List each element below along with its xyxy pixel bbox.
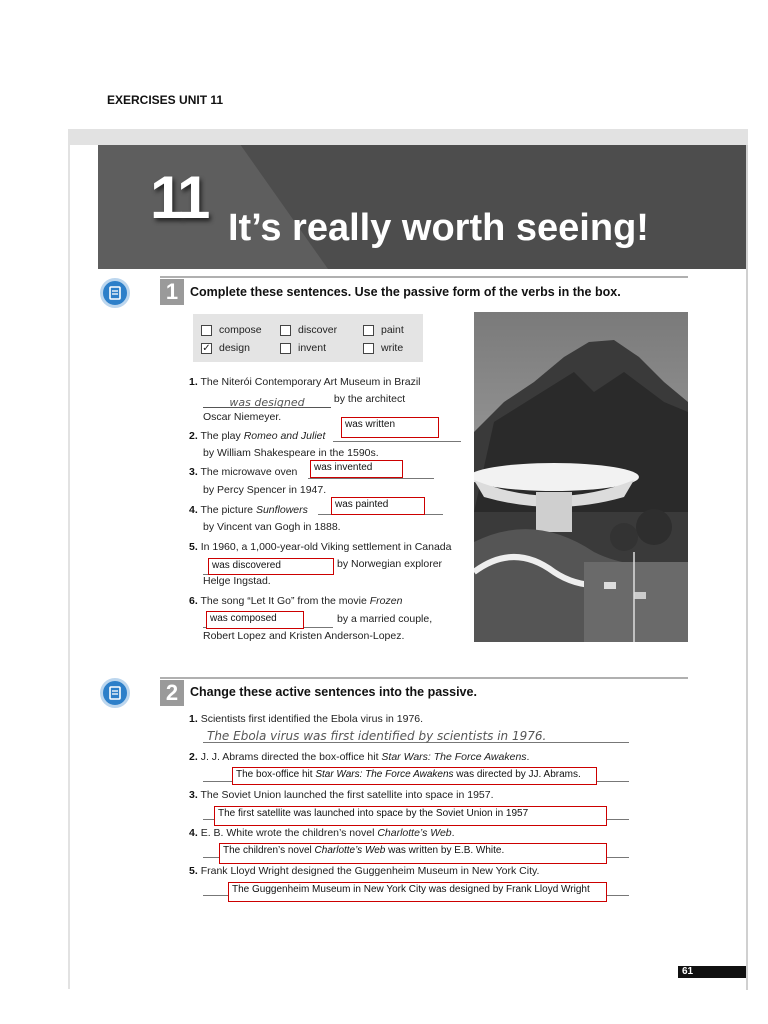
- checked-checkbox-icon: ✓: [202, 342, 211, 354]
- answer-field[interactable]: was invented: [310, 460, 403, 478]
- document-title: EXERCISES UNIT 11: [107, 93, 224, 107]
- question-6-line: by a married couple,: [337, 613, 433, 625]
- exercise-number: 2: [160, 680, 184, 706]
- word-box-item: compose: [201, 324, 262, 336]
- question-4: 4. E. B. White wrote the children’s novel Charlotte’s Web.: [189, 827, 455, 839]
- answer-field[interactable]: The children’s novel Charlotte’s Web was written by E.B. White.: [219, 843, 607, 864]
- word-box: [193, 314, 423, 362]
- question-6-continuation: Robert Lopez and Kristen Anderson-Lopez.: [203, 630, 405, 642]
- checkbox-icon: [363, 325, 374, 336]
- word-box-item: write: [363, 342, 403, 354]
- word-box-item: discover: [280, 324, 337, 336]
- answer-line: [333, 441, 461, 442]
- question-6: 6. The song “Let It Go” from the movie Frozen: [189, 595, 403, 607]
- question-2: 2. The play Romeo and Juliet: [189, 430, 326, 442]
- answer-field[interactable]: was composed: [206, 611, 304, 629]
- question-1-continuation: Oscar Niemeyer.: [203, 411, 282, 423]
- answer-field[interactable]: was written: [341, 417, 439, 438]
- book-icon: [100, 278, 130, 308]
- word-box-item: ✓ design: [202, 342, 250, 354]
- question-3: 3. The microwave oven: [189, 466, 298, 478]
- checkbox-icon: [280, 325, 291, 336]
- question-4-continuation: by Vincent van Gogh in 1888.: [203, 521, 341, 533]
- exercise-instruction: Change these active sentences into the passive.: [190, 685, 477, 699]
- word-box-item: paint: [363, 324, 404, 336]
- answer-field[interactable]: The box-office hit Star Wars: The Force Awakens was directed by JJ. Abrams.: [232, 767, 597, 785]
- answer-line: [308, 478, 434, 479]
- question-5: 5. In 1960, a 1,000-year-old Viking settlement in Canada: [189, 541, 452, 553]
- question-1-line: was designed by the architect: [203, 391, 405, 408]
- museum-photo: [474, 312, 688, 642]
- answer-field[interactable]: was painted: [331, 497, 425, 515]
- question-5: 5. Frank Lloyd Wright designed the Guggenheim Museum in New York City.: [189, 865, 540, 877]
- unit-title: It’s really worth seeing!: [228, 207, 649, 249]
- example-answer: The Ebola virus was first identified by scientists in 1976.: [207, 729, 547, 743]
- page-edge: [746, 145, 748, 990]
- unit-number: 11: [150, 164, 208, 231]
- question-5-continuation: Helge Ingstad.: [203, 575, 271, 587]
- question-4: 4. The picture Sunflowers: [189, 504, 308, 516]
- book-icon: [100, 678, 130, 708]
- question-1: 1. The Niterói Contemporary Art Museum in Brazil: [189, 376, 421, 388]
- question-2-continuation: by William Shakespeare in the 1590s.: [203, 447, 379, 459]
- exercise-number: 1: [160, 279, 184, 305]
- answer-field[interactable]: The Guggenheim Museum in New York City was designed by Frank Lloyd Wright: [228, 882, 607, 902]
- example-answer: was designed: [203, 394, 331, 408]
- question-5-line: by Norwegian explorer: [337, 558, 443, 570]
- question-1: 1. Scientists first identified the Ebola virus in 1976.: [189, 713, 424, 725]
- answer-field[interactable]: was discovered: [208, 558, 334, 575]
- exercise-divider: [160, 677, 688, 679]
- page-number: 61: [678, 966, 746, 978]
- question-2: 2. J. J. Abrams directed the box-office hit Star Wars: The Force Awakens.: [189, 751, 530, 763]
- checkbox-icon: [363, 343, 374, 354]
- answer-field[interactable]: The first satellite was launched into space by the Soviet Union in 1957: [214, 806, 607, 826]
- exercise-instruction: Complete these sentences. Use the passive form of the verbs in the box.: [190, 285, 621, 299]
- word-box-item: invent: [280, 342, 326, 354]
- question-3: 3. The Soviet Union launched the first satellite into space in 1957.: [189, 789, 494, 801]
- question-3-continuation: by Percy Spencer in 1947.: [203, 484, 327, 496]
- exercise-divider: [160, 276, 688, 278]
- checkbox-icon: [201, 325, 212, 336]
- unit-banner: [98, 145, 746, 269]
- checkbox-icon: [280, 343, 291, 354]
